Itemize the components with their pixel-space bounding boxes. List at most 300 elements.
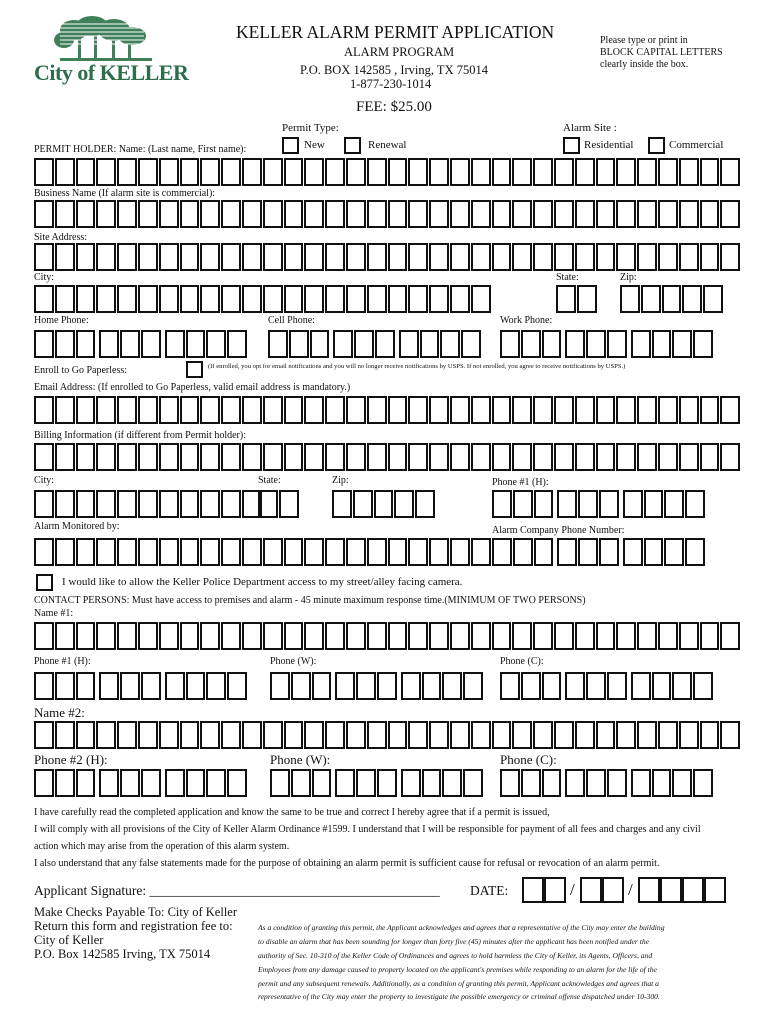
digit-box[interactable]	[557, 538, 577, 566]
letter-box[interactable]	[200, 243, 220, 271]
letter-box[interactable]	[221, 538, 241, 566]
letter-box[interactable]	[76, 443, 96, 471]
letter-box[interactable]	[96, 538, 116, 566]
letter-box[interactable]	[408, 443, 428, 471]
letter-box[interactable]	[200, 622, 220, 650]
letter-box[interactable]	[429, 443, 449, 471]
digit-box[interactable]	[693, 330, 713, 358]
letter-box[interactable]	[76, 158, 96, 186]
letter-box[interactable]	[450, 396, 470, 424]
digit-box[interactable]	[422, 769, 442, 797]
company-phone-boxes[interactable]	[492, 538, 705, 566]
letter-box[interactable]	[76, 490, 96, 518]
letter-box[interactable]	[138, 158, 158, 186]
letter-box[interactable]	[720, 622, 740, 650]
letter-box[interactable]	[616, 158, 636, 186]
letter-box[interactable]	[577, 285, 597, 313]
letter-box[interactable]	[221, 396, 241, 424]
letter-box[interactable]	[388, 158, 408, 186]
letter-box[interactable]	[471, 243, 491, 271]
letter-box[interactable]	[575, 158, 595, 186]
letter-box[interactable]	[117, 490, 137, 518]
letter-box[interactable]	[117, 538, 137, 566]
letter-box[interactable]	[616, 243, 636, 271]
letter-box[interactable]	[658, 243, 678, 271]
letter-box[interactable]	[200, 396, 220, 424]
digit-box[interactable]	[356, 672, 376, 700]
applicant-signature-line[interactable]: Applicant Signature: ___________________________________________	[34, 883, 440, 898]
letter-box[interactable]	[367, 443, 387, 471]
digit-box[interactable]	[599, 490, 619, 518]
digit-box[interactable]	[623, 538, 643, 566]
letter-box[interactable]	[556, 285, 576, 313]
letter-box[interactable]	[96, 243, 116, 271]
letter-box[interactable]	[533, 721, 553, 749]
letter-box[interactable]	[159, 243, 179, 271]
letter-box[interactable]	[180, 490, 200, 518]
letter-box[interactable]	[408, 200, 428, 228]
digit-box[interactable]	[76, 672, 96, 700]
letter-box[interactable]	[450, 285, 470, 313]
letter-box[interactable]	[346, 622, 366, 650]
letter-box[interactable]	[76, 721, 96, 749]
letter-box[interactable]	[408, 396, 428, 424]
letter-box[interactable]	[304, 158, 324, 186]
letter-box[interactable]	[450, 721, 470, 749]
letter-box[interactable]	[117, 622, 137, 650]
digit-box[interactable]	[120, 330, 140, 358]
letter-box[interactable]	[159, 538, 179, 566]
digit-box[interactable]	[356, 769, 376, 797]
letter-box[interactable]	[96, 622, 116, 650]
letter-box[interactable]	[554, 158, 574, 186]
letter-box[interactable]	[263, 200, 283, 228]
letter-box[interactable]	[679, 396, 699, 424]
letter-box[interactable]	[429, 622, 449, 650]
letter-box[interactable]	[620, 285, 640, 313]
letter-box[interactable]	[325, 396, 345, 424]
letter-box[interactable]	[492, 622, 512, 650]
digit-box[interactable]	[141, 330, 161, 358]
digit-box[interactable]	[500, 672, 520, 700]
contact1-phone-w-boxes[interactable]	[270, 672, 483, 700]
camera-access-checkbox[interactable]	[36, 574, 53, 591]
letter-box[interactable]	[554, 200, 574, 228]
letter-box[interactable]	[662, 285, 682, 313]
letter-box[interactable]	[720, 243, 740, 271]
letter-box[interactable]	[242, 396, 262, 424]
letter-box[interactable]	[533, 158, 553, 186]
letter-box[interactable]	[242, 243, 262, 271]
letter-box[interactable]	[117, 721, 137, 749]
digit-box[interactable]	[542, 330, 562, 358]
letter-box[interactable]	[471, 396, 491, 424]
digit-box[interactable]	[672, 330, 692, 358]
letter-box[interactable]	[117, 200, 137, 228]
letter-box[interactable]	[533, 396, 553, 424]
letter-box[interactable]	[325, 243, 345, 271]
digit-box[interactable]	[206, 672, 226, 700]
letter-box[interactable]	[96, 158, 116, 186]
letter-box[interactable]	[325, 285, 345, 313]
digit-box[interactable]	[500, 769, 520, 797]
letter-box[interactable]	[616, 200, 636, 228]
letter-box[interactable]	[263, 243, 283, 271]
digit-box[interactable]	[664, 490, 684, 518]
letter-box[interactable]	[221, 243, 241, 271]
digit-box[interactable]	[521, 672, 541, 700]
billing-zip-boxes[interactable]	[332, 490, 435, 518]
letter-box[interactable]	[394, 490, 414, 518]
letter-box[interactable]	[575, 443, 595, 471]
letter-box[interactable]	[96, 200, 116, 228]
date-month-boxes[interactable]	[522, 877, 566, 903]
digit-box[interactable]	[312, 672, 332, 700]
letter-box[interactable]	[512, 721, 532, 749]
digit-box[interactable]	[99, 769, 119, 797]
letter-box[interactable]	[492, 243, 512, 271]
letter-box[interactable]	[700, 443, 720, 471]
letter-box[interactable]	[221, 721, 241, 749]
letter-box[interactable]	[325, 443, 345, 471]
letter-box[interactable]	[263, 622, 283, 650]
letter-box[interactable]	[637, 443, 657, 471]
letter-box[interactable]	[471, 622, 491, 650]
billing-state-boxes[interactable]	[258, 490, 299, 518]
digit-box[interactable]	[644, 490, 664, 518]
letter-box[interactable]	[258, 490, 278, 518]
letter-box[interactable]	[304, 622, 324, 650]
letter-box[interactable]	[637, 396, 657, 424]
digit-box[interactable]	[375, 330, 395, 358]
letter-box[interactable]	[596, 721, 616, 749]
letter-box[interactable]	[159, 622, 179, 650]
letter-box[interactable]	[700, 721, 720, 749]
digit-box[interactable]	[165, 769, 185, 797]
letter-box[interactable]	[512, 158, 532, 186]
letter-box[interactable]	[408, 538, 428, 566]
letter-box[interactable]	[221, 200, 241, 228]
letter-box[interactable]	[304, 538, 324, 566]
letter-box[interactable]	[263, 396, 283, 424]
digit-box[interactable]	[685, 538, 705, 566]
letter-box[interactable]	[367, 158, 387, 186]
digit-box[interactable]	[335, 769, 355, 797]
business-name-boxes[interactable]	[34, 200, 740, 228]
letter-box[interactable]	[492, 158, 512, 186]
letter-box[interactable]	[159, 396, 179, 424]
letter-box[interactable]	[34, 538, 54, 566]
letter-box[interactable]	[76, 396, 96, 424]
letter-box[interactable]	[76, 622, 96, 650]
digit-box[interactable]	[289, 330, 309, 358]
letter-box[interactable]	[679, 443, 699, 471]
letter-box[interactable]	[304, 396, 324, 424]
digit-box[interactable]	[557, 490, 577, 518]
letter-box[interactable]	[96, 490, 116, 518]
letter-box[interactable]	[159, 285, 179, 313]
letter-box[interactable]	[263, 443, 283, 471]
digit-box[interactable]	[693, 769, 713, 797]
digit-box[interactable]	[377, 769, 397, 797]
letter-box[interactable]	[55, 200, 75, 228]
letter-box[interactable]	[720, 721, 740, 749]
letter-box[interactable]	[720, 200, 740, 228]
letter-box[interactable]	[346, 721, 366, 749]
letter-box[interactable]	[637, 622, 657, 650]
digit-box[interactable]	[599, 538, 619, 566]
letter-box[interactable]	[304, 721, 324, 749]
letter-box[interactable]	[679, 243, 699, 271]
letter-box[interactable]	[180, 538, 200, 566]
letter-box[interactable]	[616, 443, 636, 471]
letter-box[interactable]	[554, 622, 574, 650]
letter-box[interactable]	[388, 285, 408, 313]
letter-box[interactable]	[450, 158, 470, 186]
letter-box[interactable]	[263, 721, 283, 749]
digit-box[interactable]	[422, 672, 442, 700]
residential-checkbox[interactable]	[563, 137, 580, 154]
letter-box[interactable]	[429, 158, 449, 186]
letter-box[interactable]	[408, 158, 428, 186]
letter-box[interactable]	[575, 622, 595, 650]
digit-box[interactable]	[685, 490, 705, 518]
letter-box[interactable]	[554, 721, 574, 749]
letter-box[interactable]	[346, 158, 366, 186]
digit-box[interactable]	[268, 330, 288, 358]
digit-box[interactable]	[631, 330, 651, 358]
letter-box[interactable]	[180, 243, 200, 271]
letter-box[interactable]	[596, 200, 616, 228]
letter-box[interactable]	[138, 396, 158, 424]
letter-box[interactable]	[429, 285, 449, 313]
letter-box[interactable]	[180, 622, 200, 650]
letter-box[interactable]	[34, 622, 54, 650]
letter-box[interactable]	[242, 721, 262, 749]
contact2-phone-h-boxes[interactable]	[34, 769, 247, 797]
letter-box[interactable]	[353, 490, 373, 518]
letter-box[interactable]	[471, 443, 491, 471]
digit-box[interactable]	[442, 672, 462, 700]
letter-box[interactable]	[117, 243, 137, 271]
letter-box[interactable]	[492, 396, 512, 424]
letter-box[interactable]	[200, 721, 220, 749]
letter-box[interactable]	[284, 396, 304, 424]
digit-box[interactable]	[652, 769, 672, 797]
letter-box[interactable]	[367, 200, 387, 228]
renewal-checkbox[interactable]	[344, 137, 361, 154]
email-boxes[interactable]	[34, 396, 740, 424]
paperless-checkbox[interactable]	[186, 361, 203, 378]
digit-box[interactable]	[463, 769, 483, 797]
digit-box[interactable]	[186, 672, 206, 700]
digit-box[interactable]	[463, 672, 483, 700]
letter-box[interactable]	[575, 396, 595, 424]
letter-box[interactable]	[34, 158, 54, 186]
letter-box[interactable]	[34, 443, 54, 471]
digit-box[interactable]	[141, 672, 161, 700]
letter-box[interactable]	[138, 443, 158, 471]
letter-box[interactable]	[332, 490, 352, 518]
letter-box[interactable]	[55, 396, 75, 424]
letter-box[interactable]	[388, 443, 408, 471]
letter-box[interactable]	[471, 200, 491, 228]
letter-box[interactable]	[180, 285, 200, 313]
letter-box[interactable]	[76, 285, 96, 313]
letter-box[interactable]	[159, 443, 179, 471]
letter-box[interactable]	[76, 538, 96, 566]
name1-boxes[interactable]	[34, 622, 740, 650]
digit-box[interactable]	[312, 769, 332, 797]
digit-box[interactable]	[291, 769, 311, 797]
letter-box[interactable]	[76, 200, 96, 228]
digit-box[interactable]	[586, 672, 606, 700]
letter-box[interactable]	[512, 243, 532, 271]
letter-box[interactable]	[596, 622, 616, 650]
digit-box[interactable]	[120, 769, 140, 797]
letter-box[interactable]	[388, 243, 408, 271]
digit-box[interactable]	[542, 769, 562, 797]
letter-box[interactable]	[55, 285, 75, 313]
letter-box[interactable]	[346, 443, 366, 471]
letter-box[interactable]	[55, 243, 75, 271]
letter-box[interactable]	[200, 158, 220, 186]
digit-box[interactable]	[227, 330, 247, 358]
letter-box[interactable]	[554, 443, 574, 471]
digit-box[interactable]	[186, 330, 206, 358]
digit-box[interactable]	[672, 672, 692, 700]
letter-box[interactable]	[34, 721, 54, 749]
letter-box[interactable]	[471, 158, 491, 186]
letter-box[interactable]	[720, 158, 740, 186]
letter-box[interactable]	[720, 443, 740, 471]
letter-box[interactable]	[575, 721, 595, 749]
letter-box[interactable]	[492, 721, 512, 749]
letter-box[interactable]	[700, 396, 720, 424]
letter-box[interactable]	[180, 158, 200, 186]
letter-box[interactable]	[200, 538, 220, 566]
contact1-phone-h-boxes[interactable]	[34, 672, 247, 700]
home-phone-boxes[interactable]	[34, 330, 247, 358]
letter-box[interactable]	[575, 200, 595, 228]
digit-box[interactable]	[420, 330, 440, 358]
date-year-boxes[interactable]	[638, 877, 726, 903]
letter-box[interactable]	[138, 490, 158, 518]
digit-box[interactable]	[55, 769, 75, 797]
letter-box[interactable]	[679, 158, 699, 186]
letter-box[interactable]	[221, 490, 241, 518]
digit-box[interactable]	[335, 672, 355, 700]
letter-box[interactable]	[346, 243, 366, 271]
contact2-phone-w-boxes[interactable]	[270, 769, 483, 797]
letter-box[interactable]	[325, 721, 345, 749]
letter-box[interactable]	[346, 396, 366, 424]
letter-box[interactable]	[450, 443, 470, 471]
digit-box[interactable]	[586, 330, 606, 358]
letter-box[interactable]	[346, 200, 366, 228]
letter-box[interactable]	[429, 396, 449, 424]
letter-box[interactable]	[637, 721, 657, 749]
letter-box[interactable]	[34, 396, 54, 424]
letter-box[interactable]	[703, 285, 723, 313]
letter-box[interactable]	[96, 285, 116, 313]
letter-box[interactable]	[346, 285, 366, 313]
letter-box[interactable]	[492, 443, 512, 471]
letter-box[interactable]	[284, 538, 304, 566]
letter-box[interactable]	[242, 200, 262, 228]
billing-city-boxes[interactable]	[34, 490, 262, 518]
letter-box[interactable]	[304, 200, 324, 228]
letter-box[interactable]	[55, 490, 75, 518]
letter-box[interactable]	[596, 158, 616, 186]
digit-box[interactable]	[333, 330, 353, 358]
letter-box[interactable]	[720, 396, 740, 424]
letter-box[interactable]	[263, 158, 283, 186]
new-checkbox[interactable]	[282, 137, 299, 154]
cell-phone-boxes[interactable]	[268, 330, 481, 358]
letter-box[interactable]	[159, 200, 179, 228]
letter-box[interactable]	[117, 285, 137, 313]
letter-box[interactable]	[242, 158, 262, 186]
digit-box[interactable]	[631, 769, 651, 797]
letter-box[interactable]	[637, 158, 657, 186]
digit-box[interactable]	[492, 490, 512, 518]
digit-box[interactable]	[534, 538, 554, 566]
letter-box[interactable]	[200, 200, 220, 228]
letter-box[interactable]	[658, 721, 678, 749]
letter-box[interactable]	[408, 721, 428, 749]
digit-box[interactable]	[578, 490, 598, 518]
letter-box[interactable]	[138, 243, 158, 271]
digit-box[interactable]	[578, 538, 598, 566]
letter-box[interactable]	[637, 200, 657, 228]
letter-box[interactable]	[429, 200, 449, 228]
digit-box[interactable]	[542, 672, 562, 700]
letter-box[interactable]	[284, 200, 304, 228]
digit-box[interactable]	[141, 769, 161, 797]
letter-box[interactable]	[284, 443, 304, 471]
letter-box[interactable]	[242, 622, 262, 650]
alarm-monitored-boxes[interactable]	[34, 538, 491, 566]
digit-box[interactable]	[534, 490, 554, 518]
digit-box[interactable]	[270, 769, 290, 797]
letter-box[interactable]	[180, 200, 200, 228]
letter-box[interactable]	[221, 158, 241, 186]
letter-box[interactable]	[159, 158, 179, 186]
digit-box[interactable]	[664, 538, 684, 566]
billing-phone-boxes[interactable]	[492, 490, 705, 518]
letter-box[interactable]	[76, 243, 96, 271]
letter-box[interactable]	[682, 285, 702, 313]
letter-box[interactable]	[658, 443, 678, 471]
digit-box[interactable]	[586, 769, 606, 797]
letter-box[interactable]	[471, 285, 491, 313]
digit-box[interactable]	[607, 672, 627, 700]
digit-box[interactable]	[693, 672, 713, 700]
digit-box[interactable]	[401, 672, 421, 700]
letter-box[interactable]	[279, 490, 299, 518]
digit-box[interactable]	[442, 769, 462, 797]
letter-box[interactable]	[34, 200, 54, 228]
letter-box[interactable]	[596, 396, 616, 424]
letter-box[interactable]	[415, 490, 435, 518]
letter-box[interactable]	[284, 721, 304, 749]
digit-box[interactable]	[55, 672, 75, 700]
work-phone-boxes[interactable]	[500, 330, 713, 358]
letter-box[interactable]	[429, 538, 449, 566]
letter-box[interactable]	[263, 285, 283, 313]
letter-box[interactable]	[641, 285, 661, 313]
